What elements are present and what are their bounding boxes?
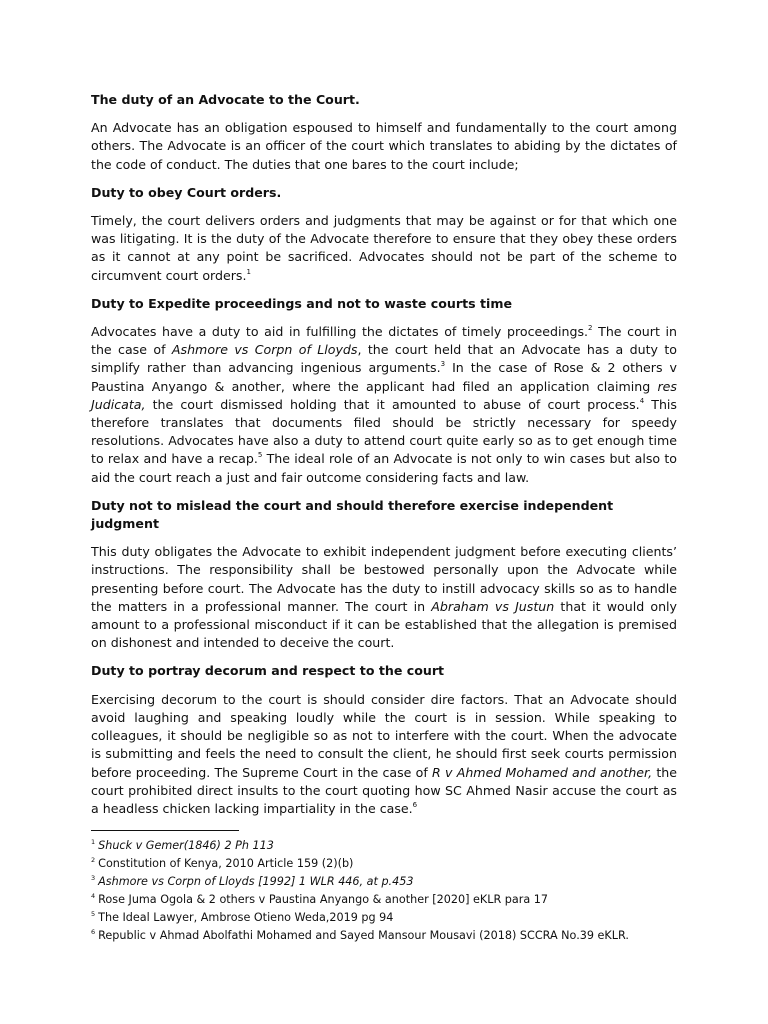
footnote [91,910,677,926]
paragraph-text: the court prohibited direct insults to the court quoting how SC Ahmed Nasir accuse the court as a headless chicken lacking impartiality in the case. [91,764,677,816]
paragraph-text: In the case of Rose & 2 others v Paustina Anyango & another, where the applicant had filed an application claiming [91,360,677,394]
paragraph-text: The ideal role of an Advocate is not only to win cases but also to aid the court reach a just and fair outcome considering facts and law. [91,451,678,485]
legal-term: res Judicata, [91,378,677,412]
paragraph-text: , the court held that an Advocate has a duty to simplify rather than advancing ingenious arguments. [91,342,677,376]
section-heading-decorum: Duty to portray decorum and respect to the court [91,663,445,679]
section-paragraph-decorum [91,691,677,818]
footnote [91,838,677,854]
footnote-ref-6: 6 [412,800,418,809]
footnote-number: 6 [91,928,96,937]
section-paragraph-mislead [91,543,677,652]
section-paragraph-expedite [91,323,677,487]
paragraph-text: The court in the case of [91,324,677,358]
footnote-number: 2 [91,856,96,865]
footnote-number: 5 [91,910,96,919]
intro-paragraph: An Advocate has an obligation espoused to himself and fundamentally to the court among others. The Advocate is an officer of the court which translates to abiding by the dictates of the code of conduct. The duties that one bares to the court include; [91,120,677,172]
paragraph-text: This therefore translates that documents filed should be strictly necessary for speedy resolutions. Advocates have also a duty to attend court quite early so as to get enough time to relax and have a recap. [91,396,677,467]
footnote-ref-4: 4 [639,396,645,405]
paragraph-text: Advocates have a duty to aid in fulfilling the dictates of timely proceedings. [91,324,589,340]
section-heading-expedite: Duty to Expedite proceedings and not to waste courts time [91,295,512,311]
paragraph-text: This duty obligates the Advocate to exhibit independent judgment before executing clients’ instructions. The responsibility shall be bestowed personally upon the Advocate while presenting before court. The Advocate has the duty to instill advocacy skills so as to handle the matters in a professional manner. The court in [91,544,677,614]
section-heading-mislead: Duty not to mislead the court and should therefore exercise independent judgment [91,497,614,532]
document-title: The duty of an Advocate to the Court. [91,92,360,107]
footnote [91,928,677,944]
footnote-text: Shuck v Gemer(1846) 2 Ph 113 [98,839,274,853]
footnote-text: The Ideal Lawyer, Ambrose Otieno Weda,2019 pg 94 [98,911,394,925]
footnote-ref-2: 2 [588,324,593,333]
section-paragraph-obey-orders [91,212,677,285]
footnote-text: Rose Juma Ogola & 2 others v Paustina Anyango & another [2020] eKLR para 17 [98,893,548,907]
footnote [91,892,677,908]
footnote-text: Republic v Ahmad Abolfathi Mohamed and Sayed Mansour Mousavi (2018) SCCRA No.39 eKLR. [98,929,629,943]
case-name: Abraham vs Justun [431,598,555,614]
footnote-ref-3: 3 [440,360,446,369]
footnote-number: 3 [91,874,96,883]
footnote-text: Constitution of Kenya, 2010 Article 159 (2)(b) [98,857,354,871]
footnote-ref-5: 5 [257,451,263,460]
footnote [91,874,677,890]
footnote-divider [91,830,239,831]
paragraph-text: the court dismissed holding that it amounted to abuse of court process. [145,396,640,412]
footnote-text: Ashmore vs Corpn of Lloyds [1992] 1 WLR 446, at p.453 [98,875,414,889]
section-heading-obey-orders: Duty to obey Court orders. [91,184,282,200]
footnote-number: 4 [91,892,96,901]
footnote-number: 1 [91,838,96,847]
case-name: R v Ahmed Mohamed and another, [432,764,653,780]
footnote [91,856,677,872]
case-name: Ashmore vs Corpn of Lloyds [171,342,358,358]
paragraph-text: Exercising decorum to the court is should consider dire factors. That an Advocate should avoid laughing and speaking loudly while the court is in session. While speaking to colleagues, it should be negligible so as not to interfere with the court. When the advocate is submitting and feels the need to consult the client, he should first seek courts permission before proceeding. The Supreme Court in the case of [91,691,677,780]
paragraph-text: Timely, the court delivers orders and judgments that may be against or for that which one was litigating. It is the duty of the Advocate therefore to ensure that they obey these orders as it cannot at any point be sacrificed. Advocates should not be part of the scheme to circumvent court orders. [91,213,677,283]
paragraph-text: that it would only amount to a professional misconduct if it can be established that the allegation is premised on dishonest and intended to deceive the court. [91,598,678,651]
footnote-ref-1: 1 [246,267,251,276]
